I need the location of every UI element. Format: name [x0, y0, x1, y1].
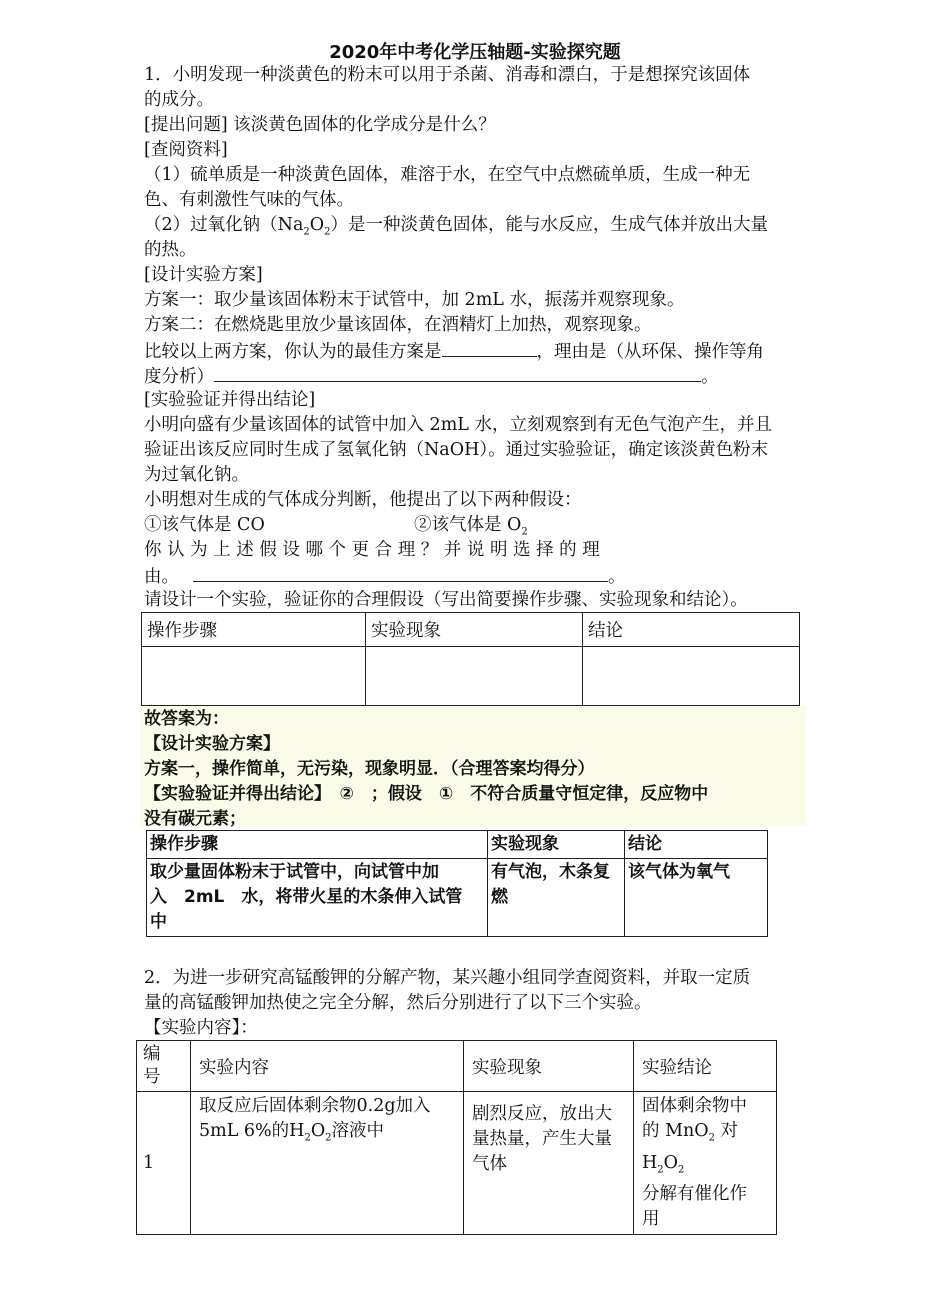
q2-header-number: 编 号: [137, 1041, 191, 1092]
q1-ref-1b: 色、有刺激性气味的气体。: [144, 190, 354, 210]
q2-row1-content: 取反应后固体剩余物0.2g加入 5mL 6%的$H_2O_2$溶液中: [191, 1092, 464, 1235]
q1-ref-2a: （2）过氧化钠$(Na_2O_2)$是一种淡黄色固体，能与水反应，生成气体并放出大量: [144, 215, 768, 238]
q2-content-heading: 【实验内容】：: [144, 1018, 258, 1038]
answer-plan: 方案一，操作简单，无污染，现象明显．（合理答案均得分）: [144, 759, 595, 779]
q1-experiment-table: [141, 612, 800, 706]
q1-hypothesis-1: ①该气体是 CO: [144, 515, 265, 535]
answer-header-conclusion: 结论: [625, 831, 768, 859]
q1-plan-1: 方案一：取少量该固体粉末于试管中，加 2mL 水，振荡并观察现象。: [144, 290, 685, 310]
q1-verify-1: 小明向盛有少量该固体的试管中加入 2mL 水，立刻观察到有无色气泡产生，并且: [144, 415, 772, 435]
q1-table-header-conclusion: 结论: [583, 613, 800, 647]
q1-compare-line: 比较以上两方案，你认为的最佳方案是 ，理由是（从环保、操作等角: [144, 338, 764, 365]
q2-header-conclusion: 实验结论: [634, 1041, 777, 1092]
q2-row1-number: 1: [137, 1092, 191, 1235]
hypothesis-reason-blank[interactable]: [193, 563, 608, 582]
q2-line-1: 2．为进一步研究高锰酸钾的分解产物，某兴趣小组同学查阅资料，并取一定质: [144, 968, 751, 988]
q2-experiment-table: [136, 1040, 777, 1235]
q1-which-reasonable: 你 认 为 上 述 假 设 哪 个 更 合 理 ？ 并 说 明 选 择 的 理: [144, 540, 600, 560]
answer-design-heading: 【设计实验方案】: [144, 734, 280, 754]
answer-header-steps: 操作步骤: [147, 831, 488, 859]
q2-header-content: 实验内容: [191, 1041, 464, 1092]
q1-design-heading: [设计实验方案]: [144, 265, 263, 285]
answer-label: 故答案为：: [144, 709, 229, 729]
q1-reference-heading: [查阅资料]: [144, 140, 228, 160]
q1-ref-2b: 的热。: [144, 240, 197, 260]
q1-table-cell-steps[interactable]: [142, 647, 366, 706]
q1-hypothesis-intro: 小明想对生成的气体成分判断，他提出了以下两种假设：: [144, 490, 582, 510]
best-plan-blank[interactable]: [442, 338, 537, 357]
q1-table-header-steps: 操作步骤: [142, 613, 366, 647]
q1-hypothesis-2: ②该气体是 $O_2$: [414, 515, 528, 538]
q1-line-2: 的成分。: [144, 90, 214, 110]
q1-plan-2: 方案二：在燃烧匙里放少量该固体，在酒精灯上加热，观察现象。: [144, 315, 652, 335]
q1-table-header-phenomenon: 实验现象: [366, 613, 583, 647]
answer-cell-steps: 取少量固体粉末于试管中，向试管中加 入 2mL 水，将带火星的木条伸入试管 中: [147, 859, 488, 937]
reason-blank[interactable]: [214, 363, 701, 382]
q2-header-phenomenon: 实验现象: [464, 1041, 634, 1092]
q1-verify-3: 为过氧化钠。: [144, 465, 249, 485]
q1-reason-2-line: 由。 。: [144, 563, 626, 590]
q1-reason-line: 度分析） 。: [144, 363, 719, 390]
answer-header-phenomenon: 实验现象: [488, 831, 625, 859]
page-title: 2020年中考化学压轴题-实验探究题: [329, 42, 621, 63]
q1-question: [提出问题] 该淡黄色固体的化学成分是什么？: [144, 115, 496, 135]
q1-table-cell-conclusion[interactable]: [583, 647, 800, 706]
answer-verify-cont: 没有碳元素；: [144, 809, 246, 829]
answer-table: [146, 830, 768, 937]
answer-verify: 【实验验证并得出结论】 ② ；假设 ① 不符合质量守恒定律，反应物中: [144, 784, 709, 804]
answer-cell-phenomenon: 有气泡，木条复 燃: [488, 859, 625, 937]
q1-design-experiment: 请设计一个实验，验证你的合理假设（写出简要操作步骤、实验现象和结论）。: [144, 590, 748, 610]
q1-verify-heading: [实验验证并得出结论]: [144, 390, 316, 410]
q2-row1-phenomenon: 剧烈反应，放出大 量热量，产生大量 气体: [464, 1092, 634, 1235]
answer-cell-conclusion: 该气体为氧气: [625, 859, 768, 937]
q1-table-cell-phenomenon[interactable]: [366, 647, 583, 706]
q2-line-2: 量的高锰酸钾加热使之完全分解，然后分别进行了以下三个实验。: [144, 993, 652, 1013]
q1-ref-1a: （1）硫单质是一种淡黄色固体，难溶于水，在空气中点燃硫单质，生成一种无: [144, 165, 751, 185]
q1-verify-2: 验证出该反应同时生成了氢氧化钠（NaOH）。通过实验验证，确定该淡黄色粉末: [144, 440, 769, 460]
q2-row1-conclusion: 固体剩余物中 的 MnO$_2$ 对 $H_2O_2$ 分解有催化作 用: [634, 1092, 777, 1235]
q1-line-1: 1．小明发现一种淡黄色的粉末可以用于杀菌、消毒和漂白，于是想探究该固体: [144, 65, 751, 85]
